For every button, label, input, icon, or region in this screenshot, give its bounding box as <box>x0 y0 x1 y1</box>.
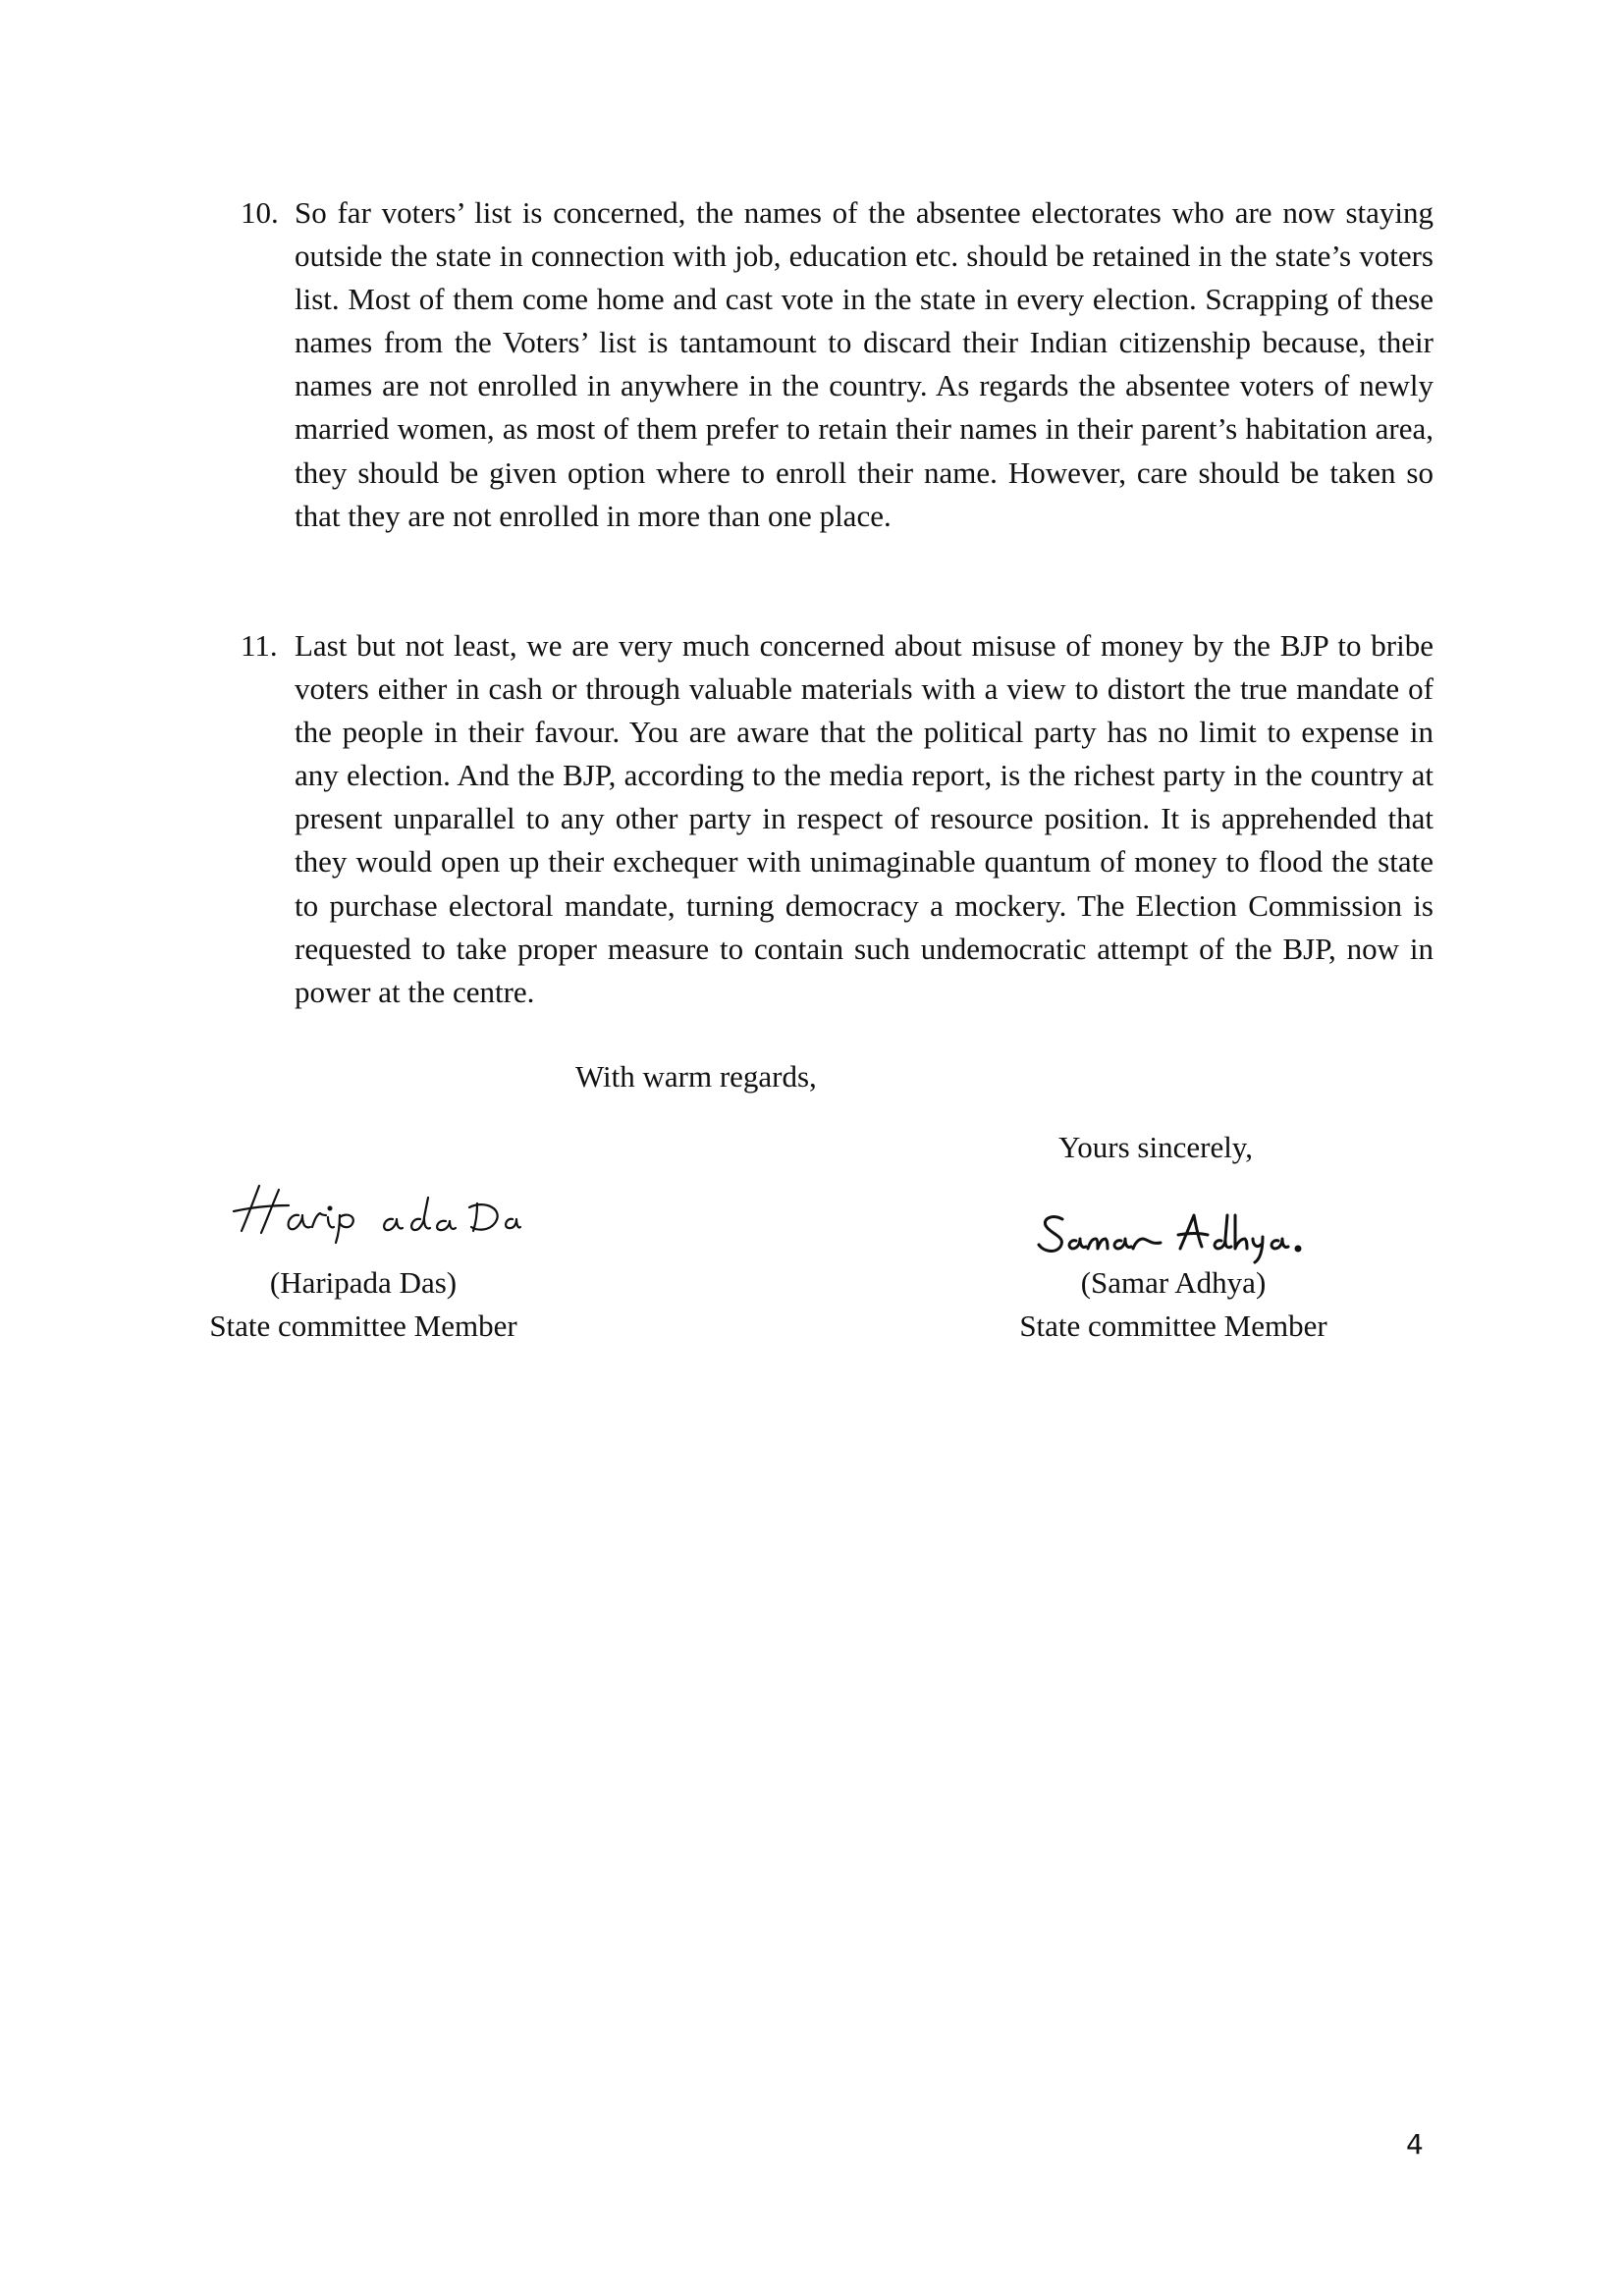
signature-samar-adhya <box>1033 1205 1318 1264</box>
signatory-block-left <box>167 1261 560 1348</box>
signatory-title: State committee Member <box>1019 1308 1327 1343</box>
signatory-name: (Haripada Das) <box>269 1265 458 1300</box>
list-item-text: Last but not least, we are very much concerned about misuse of money by the BJP to bribe voters either in cash or through valuable materials with a view to distort the true mandate of the people in their favour. You are aware that the political party has no limit to expense in any election. And the BJP, according to the media report, is the richest party in the country at present unparallel to any other party in respect of resource position. It is apprehended that they would open up their exchequer with unimaginable quantum of money to flood the state to purchase electoral mandate, turning democracy a mockery. The Election Commission is requested to take proper measure to contain such undemocratic attempt of the BJP, now in power at the centre. <box>295 628 1434 1009</box>
list-item-text: So far voters’ list is concerned, the names of the absentee electorates who are now staying outside the state in connection with job, education etc. should be retained in the state’s voters list. Most of them come home and cast vote in the state in every election. Scrapping of these names from the Voters’ list is tantamount to discard their Indian citizenship because, their names are not enrolled in anywhere in the country. As regards the absentee voters of newly married women, as most of them prefer to retain their names in their parent’s habitation area, they should be given option where to enroll their name. However, care should be taken so that they are not enrolled in more than one place. <box>295 195 1434 533</box>
closing-line: With warm regards, <box>575 1059 817 1094</box>
page-number: 4 <box>1406 2128 1424 2161</box>
signatory-name: (Samar Adhya) <box>1080 1265 1267 1300</box>
list-item-10 <box>241 191 1434 538</box>
signature-haripada-das <box>228 1176 522 1245</box>
list-item-number: 10. <box>241 195 279 230</box>
list-item-number: 11. <box>241 628 278 663</box>
sign-off: Yours sincerely, <box>1058 1130 1254 1164</box>
signatory-block-right <box>977 1261 1370 1348</box>
list-item-11 <box>241 624 1434 1014</box>
signatory-title: State committee Member <box>209 1308 517 1343</box>
